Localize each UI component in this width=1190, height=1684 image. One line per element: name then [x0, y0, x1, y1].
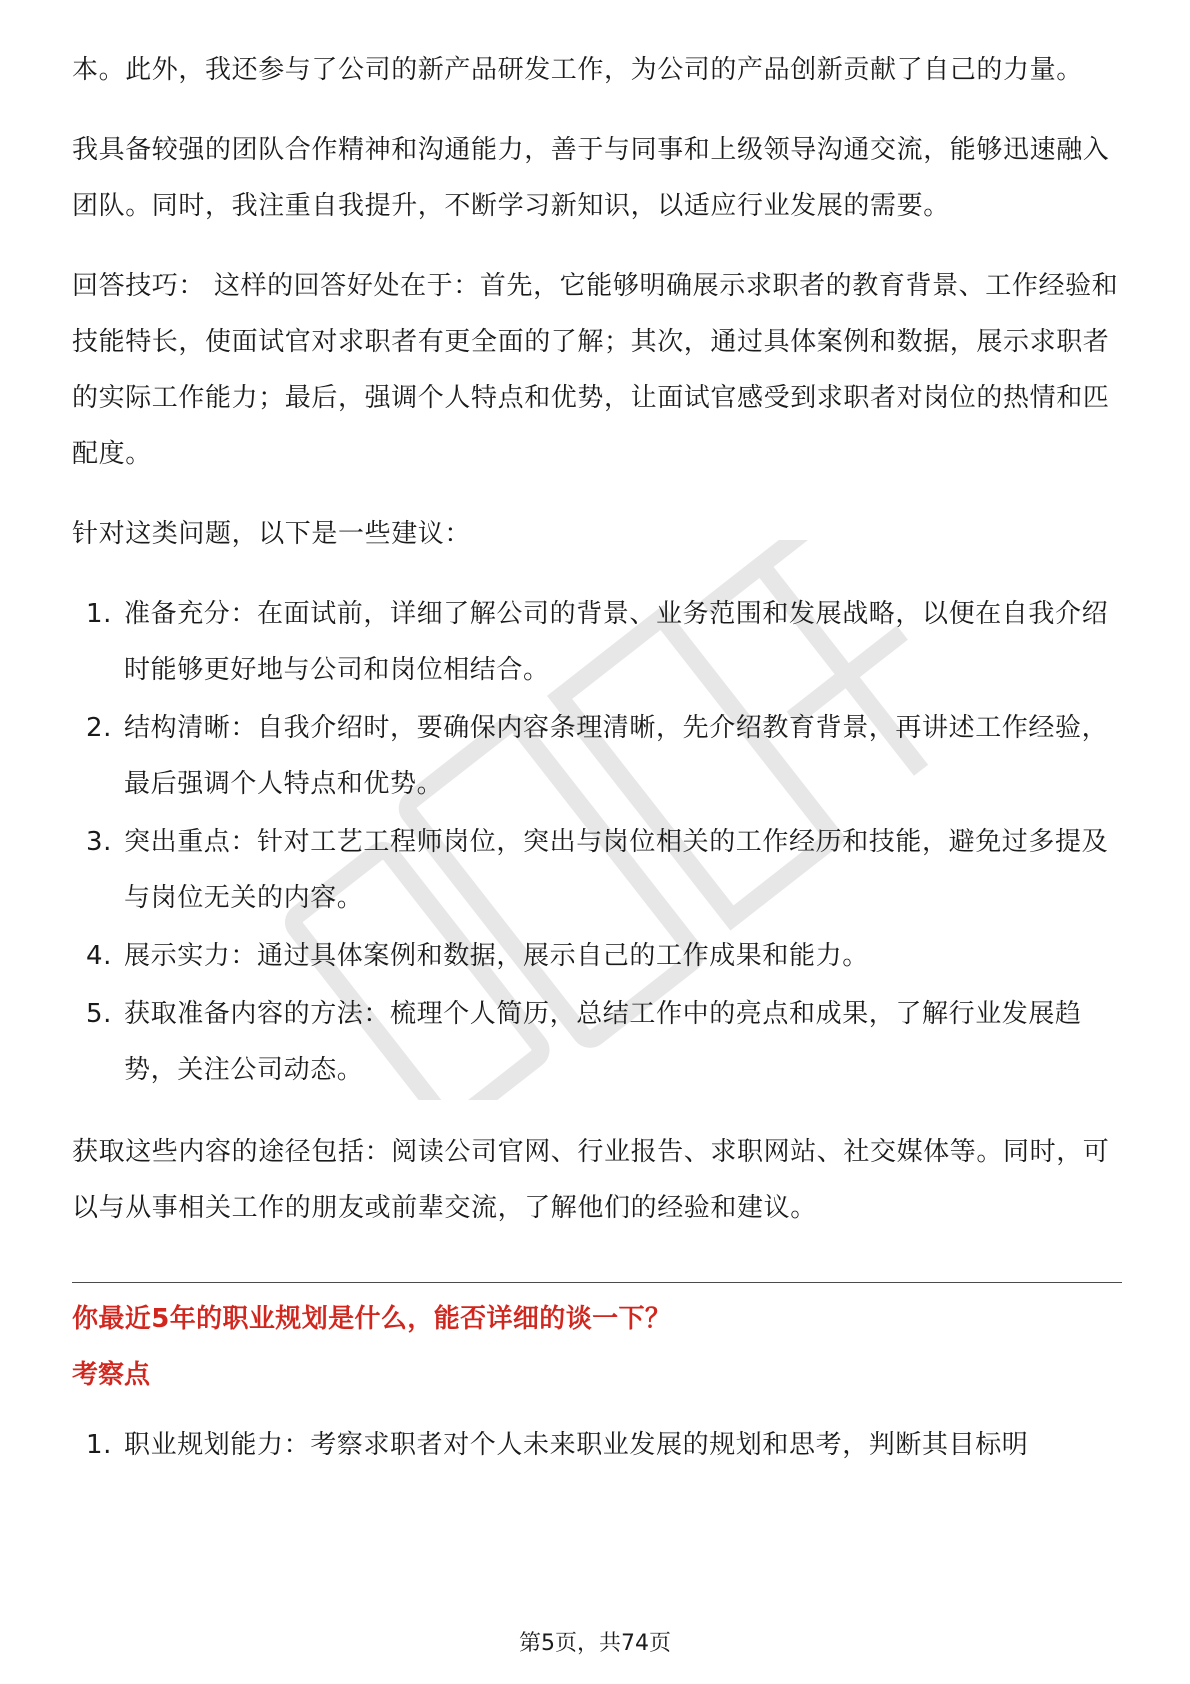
document-body: [72, 42, 1122, 1499]
list-item-number: 1.: [86, 1430, 113, 1460]
list-item-text: 展示实力：通过具体案例和数据，展示自己的工作成果和能力。: [124, 941, 869, 971]
list-item-number: 4.: [86, 941, 113, 971]
list-item-text: 获取准备内容的方法：梳理个人简历，总结工作中的亮点和成果，了解行业发展趋势，关注公司动态。: [124, 999, 1082, 1085]
list-item-text: 准备充分：在面试前，详细了解公司的背景、业务范围和发展战略，以便在自我介绍时能够更好地与公司和岗位相结合。: [124, 599, 1109, 685]
paragraph-teamwork: 我具备较强的团队合作精神和沟通能力，善于与同事和上级领导沟通交流，能够迅速融入团队。同时，我注重自我提升，不断学习新知识，以适应行业发展的需要。: [72, 135, 1110, 221]
list-item-number: 2.: [86, 713, 113, 743]
list-item: [72, 1417, 1122, 1473]
list-item: [72, 986, 1122, 1098]
list-item-text: 结构清晰：自我介绍时，要确保内容条理清晰，先介绍教育背景，再讲述工作经验，最后强调个人特点和优势。: [124, 713, 1109, 799]
list-item-number: 1.: [86, 599, 113, 629]
paragraph-sources: 获取这些内容的途径包括：阅读公司官网、行业报告、求职网站、社交媒体等。同时，可以与从事相关工作的朋友或前辈交流，了解他们的经验和建议。: [72, 1137, 1110, 1223]
paragraph-suggestions-intro: 针对这类问题，以下是一些建议：: [72, 519, 472, 549]
list-item: [72, 814, 1122, 926]
list-item: [72, 700, 1122, 812]
section-heading: 考察点: [72, 1360, 151, 1390]
list-item-number: 3.: [86, 827, 113, 857]
list-item-text: 突出重点：针对工艺工程师岗位，突出与岗位相关的工作经历和技能，避免过多提及与岗位无关的内容。: [124, 827, 1109, 913]
list-item: [72, 928, 1122, 984]
page-number: 第5页，共74页: [519, 1631, 671, 1656]
points-list: [72, 1417, 1122, 1473]
list-item: [72, 586, 1122, 698]
list-item-number: 5.: [86, 999, 113, 1029]
list-item-text: 职业规划能力：考察求职者对个人未来职业发展的规划和思考，判断其目标明: [124, 1430, 1029, 1460]
suggestions-list: [72, 586, 1122, 1098]
paragraph-intro-cont: 本。此外，我还参与了公司的新产品研发工作，为公司的产品创新贡献了自己的力量。: [72, 55, 1083, 85]
paragraph-answer-tips: 回答技巧： 这样的回答好处在于：首先，它能够明确展示求职者的教育背景、工作经验和技能特长，使面试官对求职者有更全面的了解；其次，通过具体案例和数据，展示求职者的实际工作能力；最后，强调个人特点和优势，让面试官感受到求职者对岗位的热情和匹配度。: [72, 271, 1119, 469]
question-heading: 你最近5年的职业规划是什么，能否详细的谈一下？: [72, 1304, 672, 1334]
section-divider: [72, 1282, 1122, 1283]
